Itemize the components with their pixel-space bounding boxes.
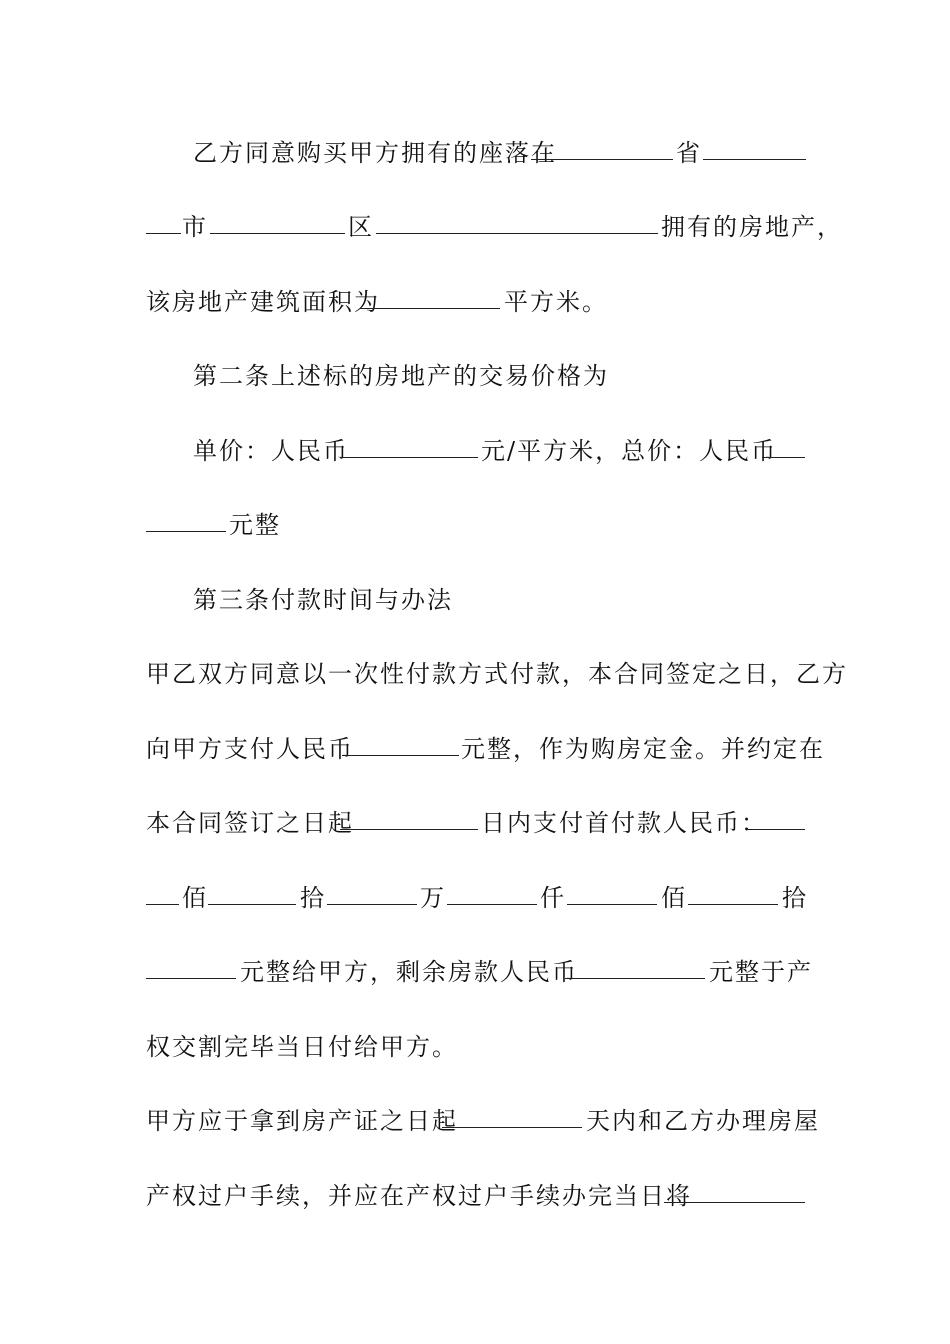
text-run: 日内支付首付款人民币：	[481, 809, 767, 837]
text-run: 元整给甲方，剩余房款人民币	[240, 958, 578, 986]
text-line	[0, 505, 950, 545]
text-run: 区	[348, 213, 374, 241]
text-run: 元整于产	[709, 958, 813, 986]
fill-blank	[146, 952, 236, 979]
fill-blank	[340, 803, 478, 830]
text-run: 第三条付款时间与办法	[193, 586, 453, 614]
fill-blank	[376, 207, 658, 234]
fill-blank	[703, 133, 806, 160]
text-line	[0, 1176, 950, 1216]
fill-blank	[762, 431, 805, 458]
fill-blank	[146, 207, 181, 234]
fill-blank	[447, 878, 537, 905]
text-run: 乙方同意购买甲方拥有的座落在	[193, 139, 557, 167]
text-run: 权交割完毕当日付给甲方。	[146, 1033, 458, 1061]
text-run: 第二条上述标的房地产的交易价格为	[193, 362, 609, 390]
fill-blank	[664, 1176, 805, 1203]
text-run: 元整	[229, 511, 281, 539]
text-run: 市	[182, 213, 208, 241]
text-line	[0, 282, 950, 322]
text-line	[0, 803, 950, 843]
text-run: 佰	[182, 884, 208, 912]
text-line	[0, 133, 950, 173]
text-run: 元整，作为购房定金。并约定在	[461, 735, 825, 763]
fill-blank	[688, 878, 778, 905]
text-run: 产权过户手续，并应在产权过户手续办完当日将	[146, 1182, 692, 1210]
fill-blank	[360, 282, 500, 309]
text-line	[0, 580, 950, 620]
text-line	[0, 878, 950, 918]
text-line	[0, 952, 950, 992]
fill-blank	[146, 878, 179, 905]
fill-blank	[342, 729, 459, 756]
text-run: 本合同签订之日起	[146, 809, 354, 837]
fill-blank	[567, 878, 657, 905]
text-run: 拾	[782, 884, 808, 912]
text-run: 万	[420, 884, 446, 912]
text-line	[0, 431, 950, 471]
fill-blank	[146, 505, 226, 532]
text-line	[0, 356, 950, 396]
text-line	[0, 729, 950, 769]
text-run: 该房地产建筑面积为	[146, 288, 380, 316]
text-line	[0, 207, 950, 247]
text-run: 向甲方支付人民币	[146, 735, 354, 763]
text-run: 单价：人民币	[193, 437, 349, 465]
fill-blank	[340, 431, 478, 458]
fill-blank	[210, 207, 345, 234]
text-run: 甲乙双方同意以一次性付款方式付款，本合同签定之日，乙方	[146, 660, 848, 688]
text-line	[0, 1101, 950, 1141]
fill-blank	[565, 952, 705, 979]
text-run: 仟	[540, 884, 566, 912]
text-run: 天内和乙方办理房屋	[586, 1107, 820, 1135]
fill-blank	[748, 803, 805, 830]
text-run: 拥有的房地产，	[661, 213, 843, 241]
fill-blank	[442, 1101, 582, 1128]
fill-blank	[327, 878, 417, 905]
text-run: 甲方应于拿到房产证之日起	[146, 1107, 458, 1135]
text-line	[0, 1027, 950, 1067]
text-run: 元/平方米，总价：人民币	[481, 437, 778, 465]
text-run: 省	[676, 139, 702, 167]
text-run: 拾	[300, 884, 326, 912]
text-line	[0, 654, 950, 694]
fill-blank	[208, 878, 296, 905]
text-run: 平方米。	[504, 288, 608, 316]
fill-blank	[531, 133, 673, 160]
text-run: 佰	[661, 884, 687, 912]
